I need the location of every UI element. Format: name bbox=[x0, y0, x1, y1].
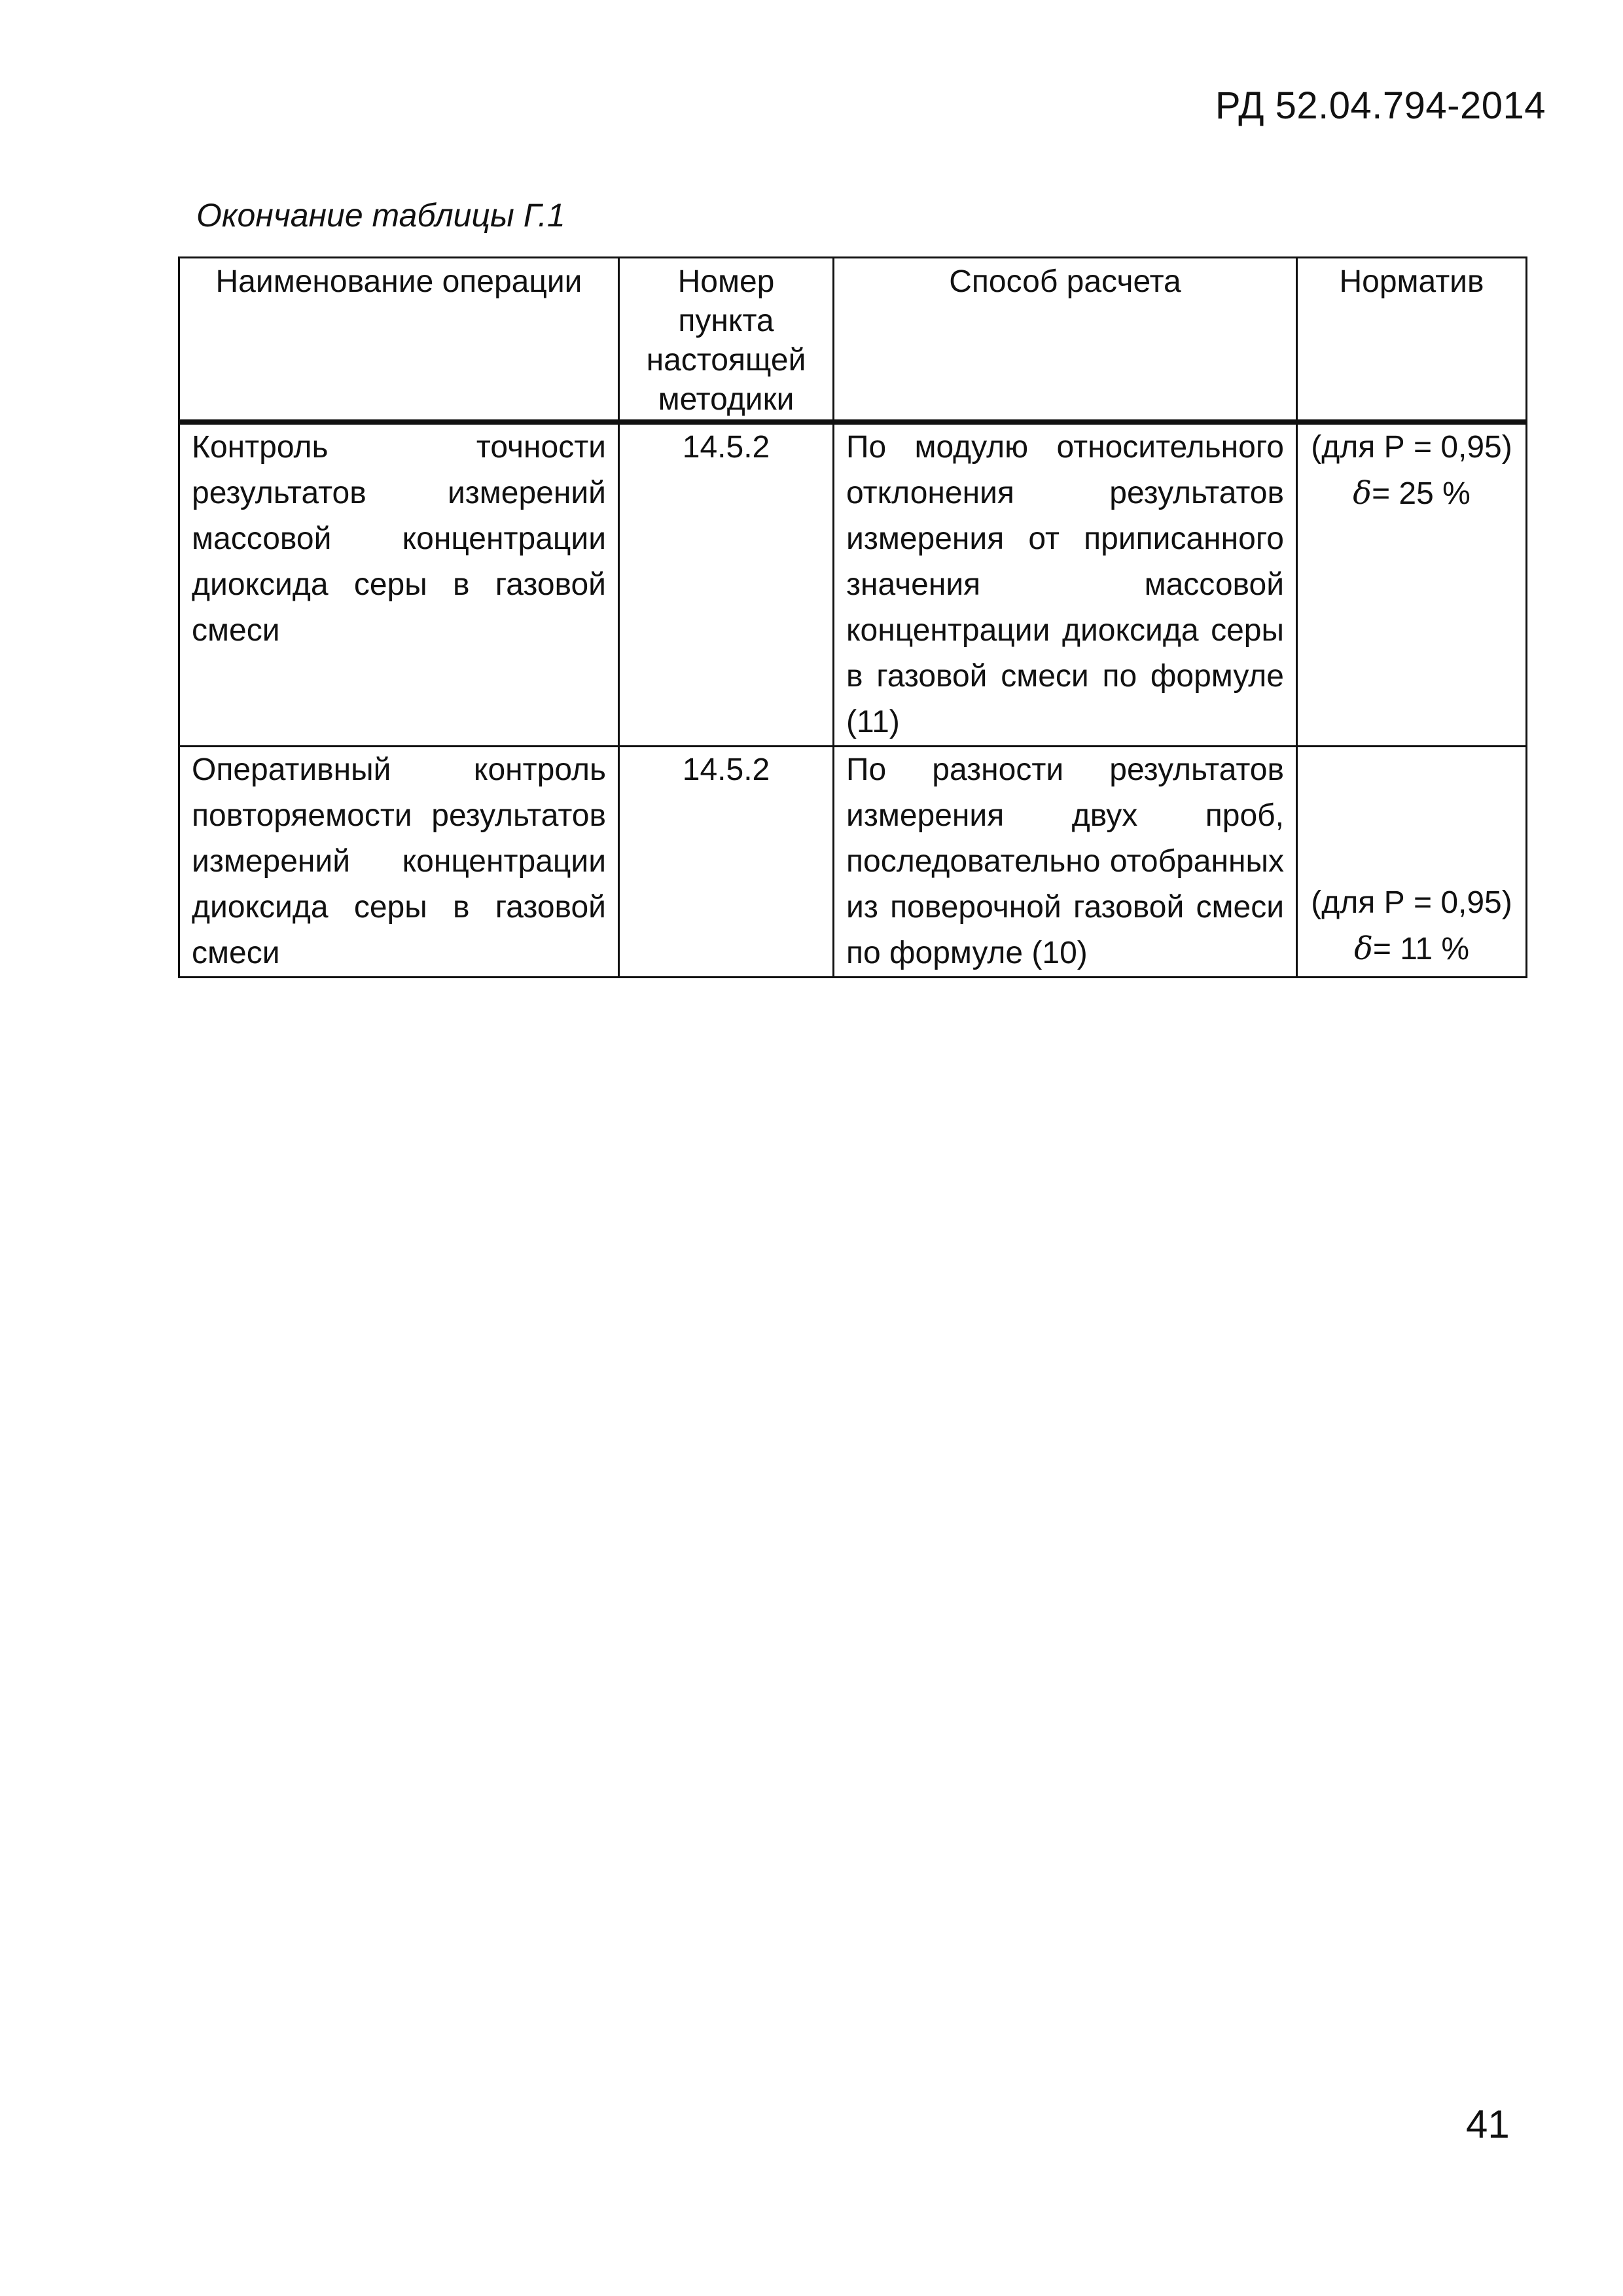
table-header bbox=[179, 258, 1527, 423]
operation-cell: Контроль точности результатов измерений массовой концентрации диоксида серы в газовой смеси bbox=[179, 422, 619, 747]
header-operation: Наименование операции bbox=[179, 258, 619, 423]
table-row bbox=[179, 747, 1527, 978]
document-code: РД 52.04.794-2014 bbox=[1215, 84, 1546, 127]
norm-condition: (для Р = 0,95) bbox=[1311, 885, 1512, 920]
table-caption: Окончание таблицы Г.1 bbox=[196, 197, 565, 234]
clause-cell: 14.5.2 bbox=[619, 747, 834, 978]
header-calculation-method: Способ расчета bbox=[834, 258, 1297, 423]
table-row bbox=[179, 422, 1527, 747]
method-cell: По разности результатов измерения двух проб, последовательно отобранных из поверочной газовой смеси по формуле (10) bbox=[834, 747, 1297, 978]
norm-cell bbox=[1297, 747, 1527, 978]
norm-value-line bbox=[1310, 926, 1514, 972]
header-clause-number: Номер пункта настоящей методики bbox=[619, 258, 834, 423]
operation-cell: Оперативный контроль повторяемости результатов измерений концентрации диоксида серы в газовой смеси bbox=[179, 747, 619, 978]
control-norms-table bbox=[178, 256, 1527, 978]
norm-cell bbox=[1297, 422, 1527, 747]
norm-value-line bbox=[1310, 470, 1514, 517]
delta-symbol: δ bbox=[1353, 475, 1372, 512]
norm-value: = 25 % bbox=[1372, 476, 1471, 511]
clause-cell: 14.5.2 bbox=[619, 422, 834, 747]
delta-symbol: δ bbox=[1353, 930, 1373, 967]
method-cell: По модулю относительного отклонения результатов измерения от приписанного значения массовой концентрации диоксида серы в газовой смеси по формуле (11) bbox=[834, 422, 1297, 747]
norm-value: = 11 % bbox=[1372, 932, 1470, 966]
page-number: 41 bbox=[1466, 2102, 1510, 2146]
header-norm: Норматив bbox=[1297, 258, 1527, 423]
norm-condition: (для Р = 0,95) bbox=[1311, 430, 1512, 465]
